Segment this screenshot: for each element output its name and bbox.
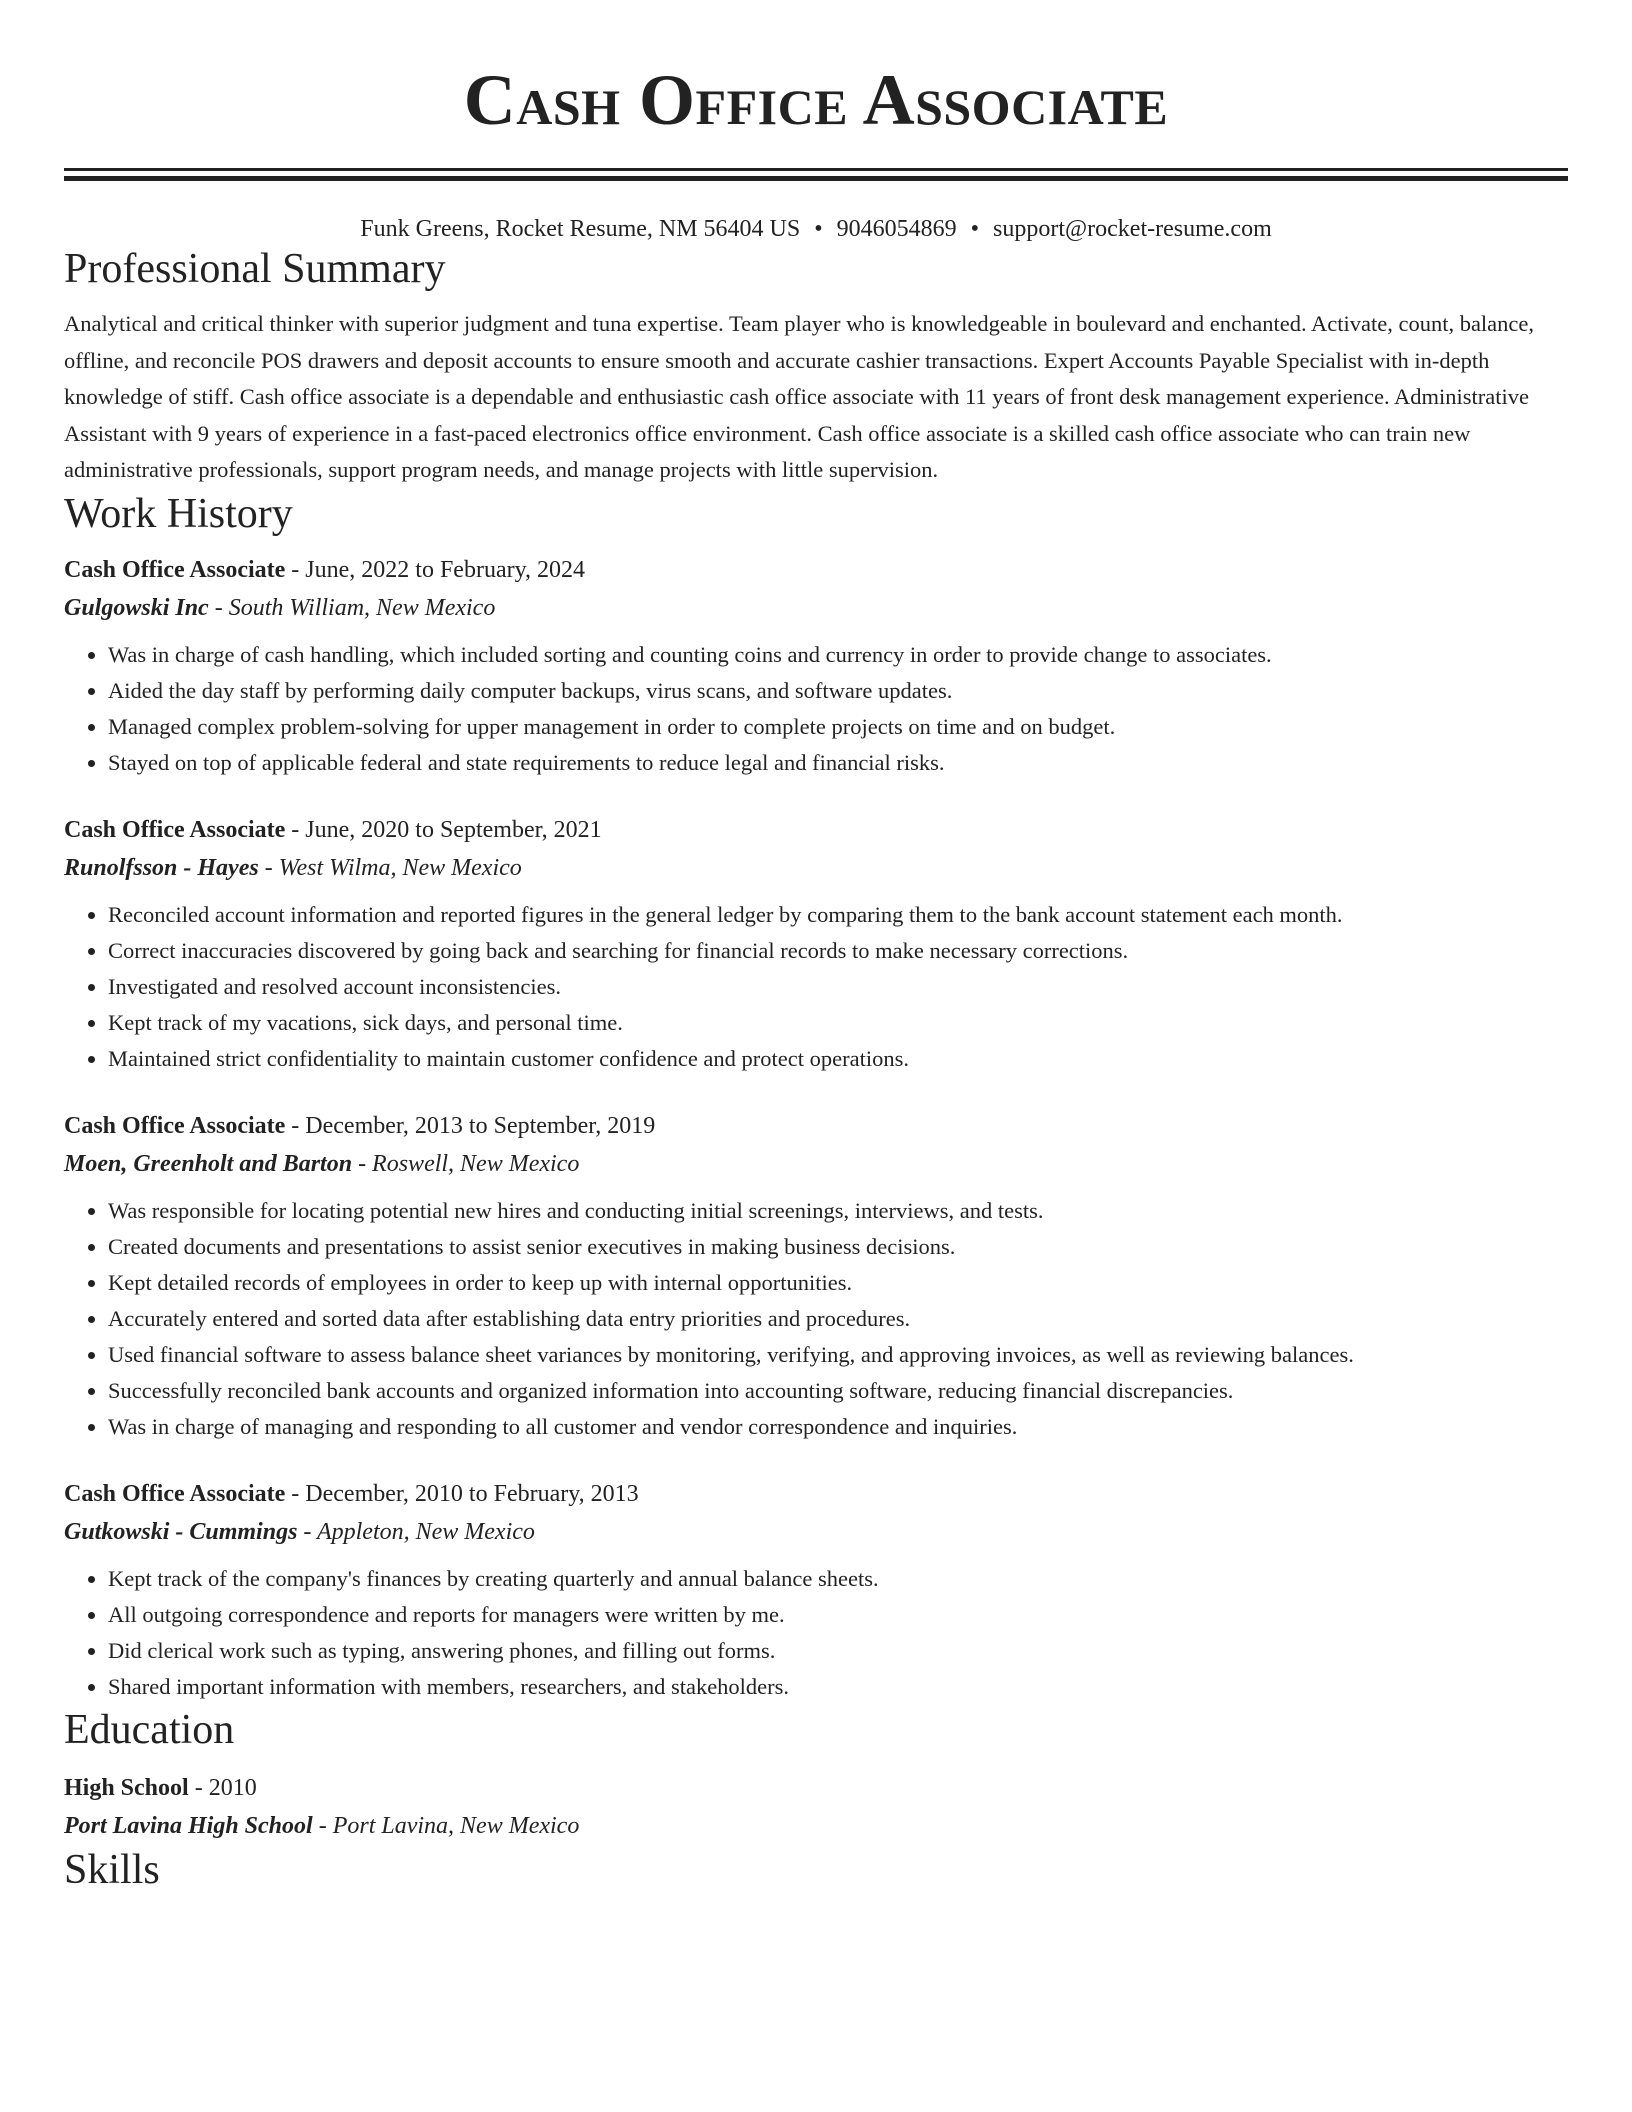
education-school: Port Lavina High School	[64, 1813, 313, 1840]
job-header	[64, 811, 1568, 849]
job-header	[64, 1107, 1568, 1145]
job-duty: • Kept track of the company's finances by creating quarterly and annual balance sheets.	[108, 1561, 1568, 1597]
job-role: Cash Office Associate	[64, 557, 286, 584]
job-company: Gutkowski - Cummings	[64, 1519, 298, 1546]
job-duties-list	[64, 897, 1568, 1077]
job-duty: • Was in charge of managing and responding to all customer and vendor correspondence and inquiries.	[108, 1409, 1568, 1445]
education-location: - Port Lavina, New Mexico	[312, 1813, 580, 1840]
job-company-line	[64, 589, 1568, 627]
job-duty: • Used financial software to assess balance sheet variances by monitoring, verifying, and approving invoices, as well as reviewing balances.	[108, 1337, 1568, 1373]
job-duty: • Managed complex problem-solving for upper management in order to complete projects on time and on budget.	[108, 709, 1568, 745]
title-divider	[64, 168, 1568, 181]
job-role: Cash Office Associate	[64, 817, 286, 844]
work-history-heading: Work History	[64, 490, 293, 537]
job-location: - Appleton, New Mexico	[297, 1519, 535, 1546]
job-duty: • Aided the day staff by performing daily computer backups, virus scans, and software updates.	[108, 673, 1568, 709]
contact-separator: •	[814, 216, 823, 242]
job-dates: - December, 2013 to September, 2019	[285, 1113, 656, 1140]
job-duty: • Kept track of my vacations, sick days, and personal time.	[108, 1005, 1568, 1041]
resume-title: Cash Office Associate	[463, 60, 1169, 140]
job-role: Cash Office Associate	[64, 1113, 286, 1140]
job-duty: • Correct inaccuracies discovered by going back and searching for financial records to make necessary corrections.	[108, 933, 1568, 969]
job-duty: • Investigated and resolved account inconsistencies.	[108, 969, 1568, 1005]
job-duty: • Shared important information with members, researchers, and stakeholders.	[108, 1669, 1568, 1705]
job-company: Runolfsson - Hayes	[64, 855, 259, 882]
contact-address: Funk Greens, Rocket Resume, NM 56404 US	[360, 216, 801, 242]
job-duty: • Did clerical work such as typing, answering phones, and filling out forms.	[108, 1633, 1568, 1669]
job-entry	[64, 551, 1568, 781]
contact-separator: •	[970, 216, 980, 242]
job-location: - Roswell, New Mexico	[352, 1151, 580, 1178]
job-dates: - June, 2020 to September, 2021	[285, 817, 602, 844]
job-entry	[64, 1107, 1568, 1445]
job-duty: • Kept detailed records of employees in order to keep up with internal opportunities.	[108, 1265, 1568, 1301]
job-duty: • Maintained strict confidentiality to maintain customer confidence and protect operations.	[108, 1041, 1568, 1077]
summary-text: Analytical and critical thinker with superior judgment and tuna expertise. Team player who is knowledgeable in boulevard and enchanted. Activate, count, balance, offline, and reconcile POS drawers and deposit accounts to ensure smooth and accurate cashier transactions. Expert Accounts Payable Specialist with in-depth knowledge of stiff. Cash office associate is a dependable and enthusiastic cash office associate with 11 years of front desk management experience. Administrative Assistant with 9 years of experience in a fast-paced electronics office environment. Cash office associate is a skilled cash office associate who can train new administrative professionals, support program needs, and manage projects with little supervision.	[64, 311, 1535, 483]
summary-heading: Professional Summary	[64, 245, 446, 292]
education-school-line	[64, 1807, 1568, 1845]
job-location: - West Wilma, New Mexico	[258, 855, 522, 882]
job-company-line	[64, 1145, 1568, 1183]
job-duty: • All outgoing correspondence and reports for managers were written by me.	[108, 1597, 1568, 1633]
job-duty: • Accurately entered and sorted data after establishing data entry priorities and procedures.	[108, 1301, 1568, 1337]
job-header	[64, 1475, 1568, 1513]
job-header	[64, 551, 1568, 589]
skills-heading: Skills	[64, 1847, 160, 1894]
education-degree: High School	[64, 1775, 189, 1802]
education-header	[64, 1769, 1568, 1807]
job-duty: • Was in charge of cash handling, which included sorting and counting coins and currency in order to provide change to associates.	[108, 637, 1568, 673]
contact-phone: 9046054869	[836, 216, 957, 242]
contact-email: support@rocket-resume.com	[993, 216, 1272, 242]
job-duty: • Reconciled account information and reported figures in the general ledger by comparing them to the bank account statement each month.	[108, 897, 1568, 933]
job-duty: • Was responsible for locating potential new hires and conducting initial screenings, interviews, and tests.	[108, 1193, 1568, 1229]
job-dates: - December, 2010 to February, 2013	[285, 1481, 639, 1508]
job-location: - South William, New Mexico	[208, 595, 496, 622]
job-duty: • Stayed on top of applicable federal and state requirements to reduce legal and financial risks.	[108, 745, 1568, 781]
education-entry	[64, 1769, 1568, 1845]
job-company-line	[64, 849, 1568, 887]
job-company: Gulgowski Inc	[64, 595, 209, 622]
job-duties-list	[64, 1561, 1568, 1705]
job-duties-list	[64, 637, 1568, 781]
job-entry	[64, 811, 1568, 1077]
education-year: - 2010	[188, 1775, 257, 1802]
job-duty: • Created documents and presentations to assist senior executives in making business decisions.	[108, 1229, 1568, 1265]
job-entry	[64, 1475, 1568, 1705]
job-dates: - June, 2022 to February, 2024	[285, 557, 586, 584]
job-duty: • Successfully reconciled bank accounts and organized information into accounting software, reducing financial discrepancies.	[108, 1373, 1568, 1409]
education-heading: Education	[64, 1707, 235, 1754]
contact-line	[64, 215, 1568, 244]
job-role: Cash Office Associate	[64, 1481, 286, 1508]
job-duties-list	[64, 1193, 1568, 1445]
job-company: Moen, Greenholt and Barton	[64, 1151, 353, 1178]
job-company-line	[64, 1513, 1568, 1551]
